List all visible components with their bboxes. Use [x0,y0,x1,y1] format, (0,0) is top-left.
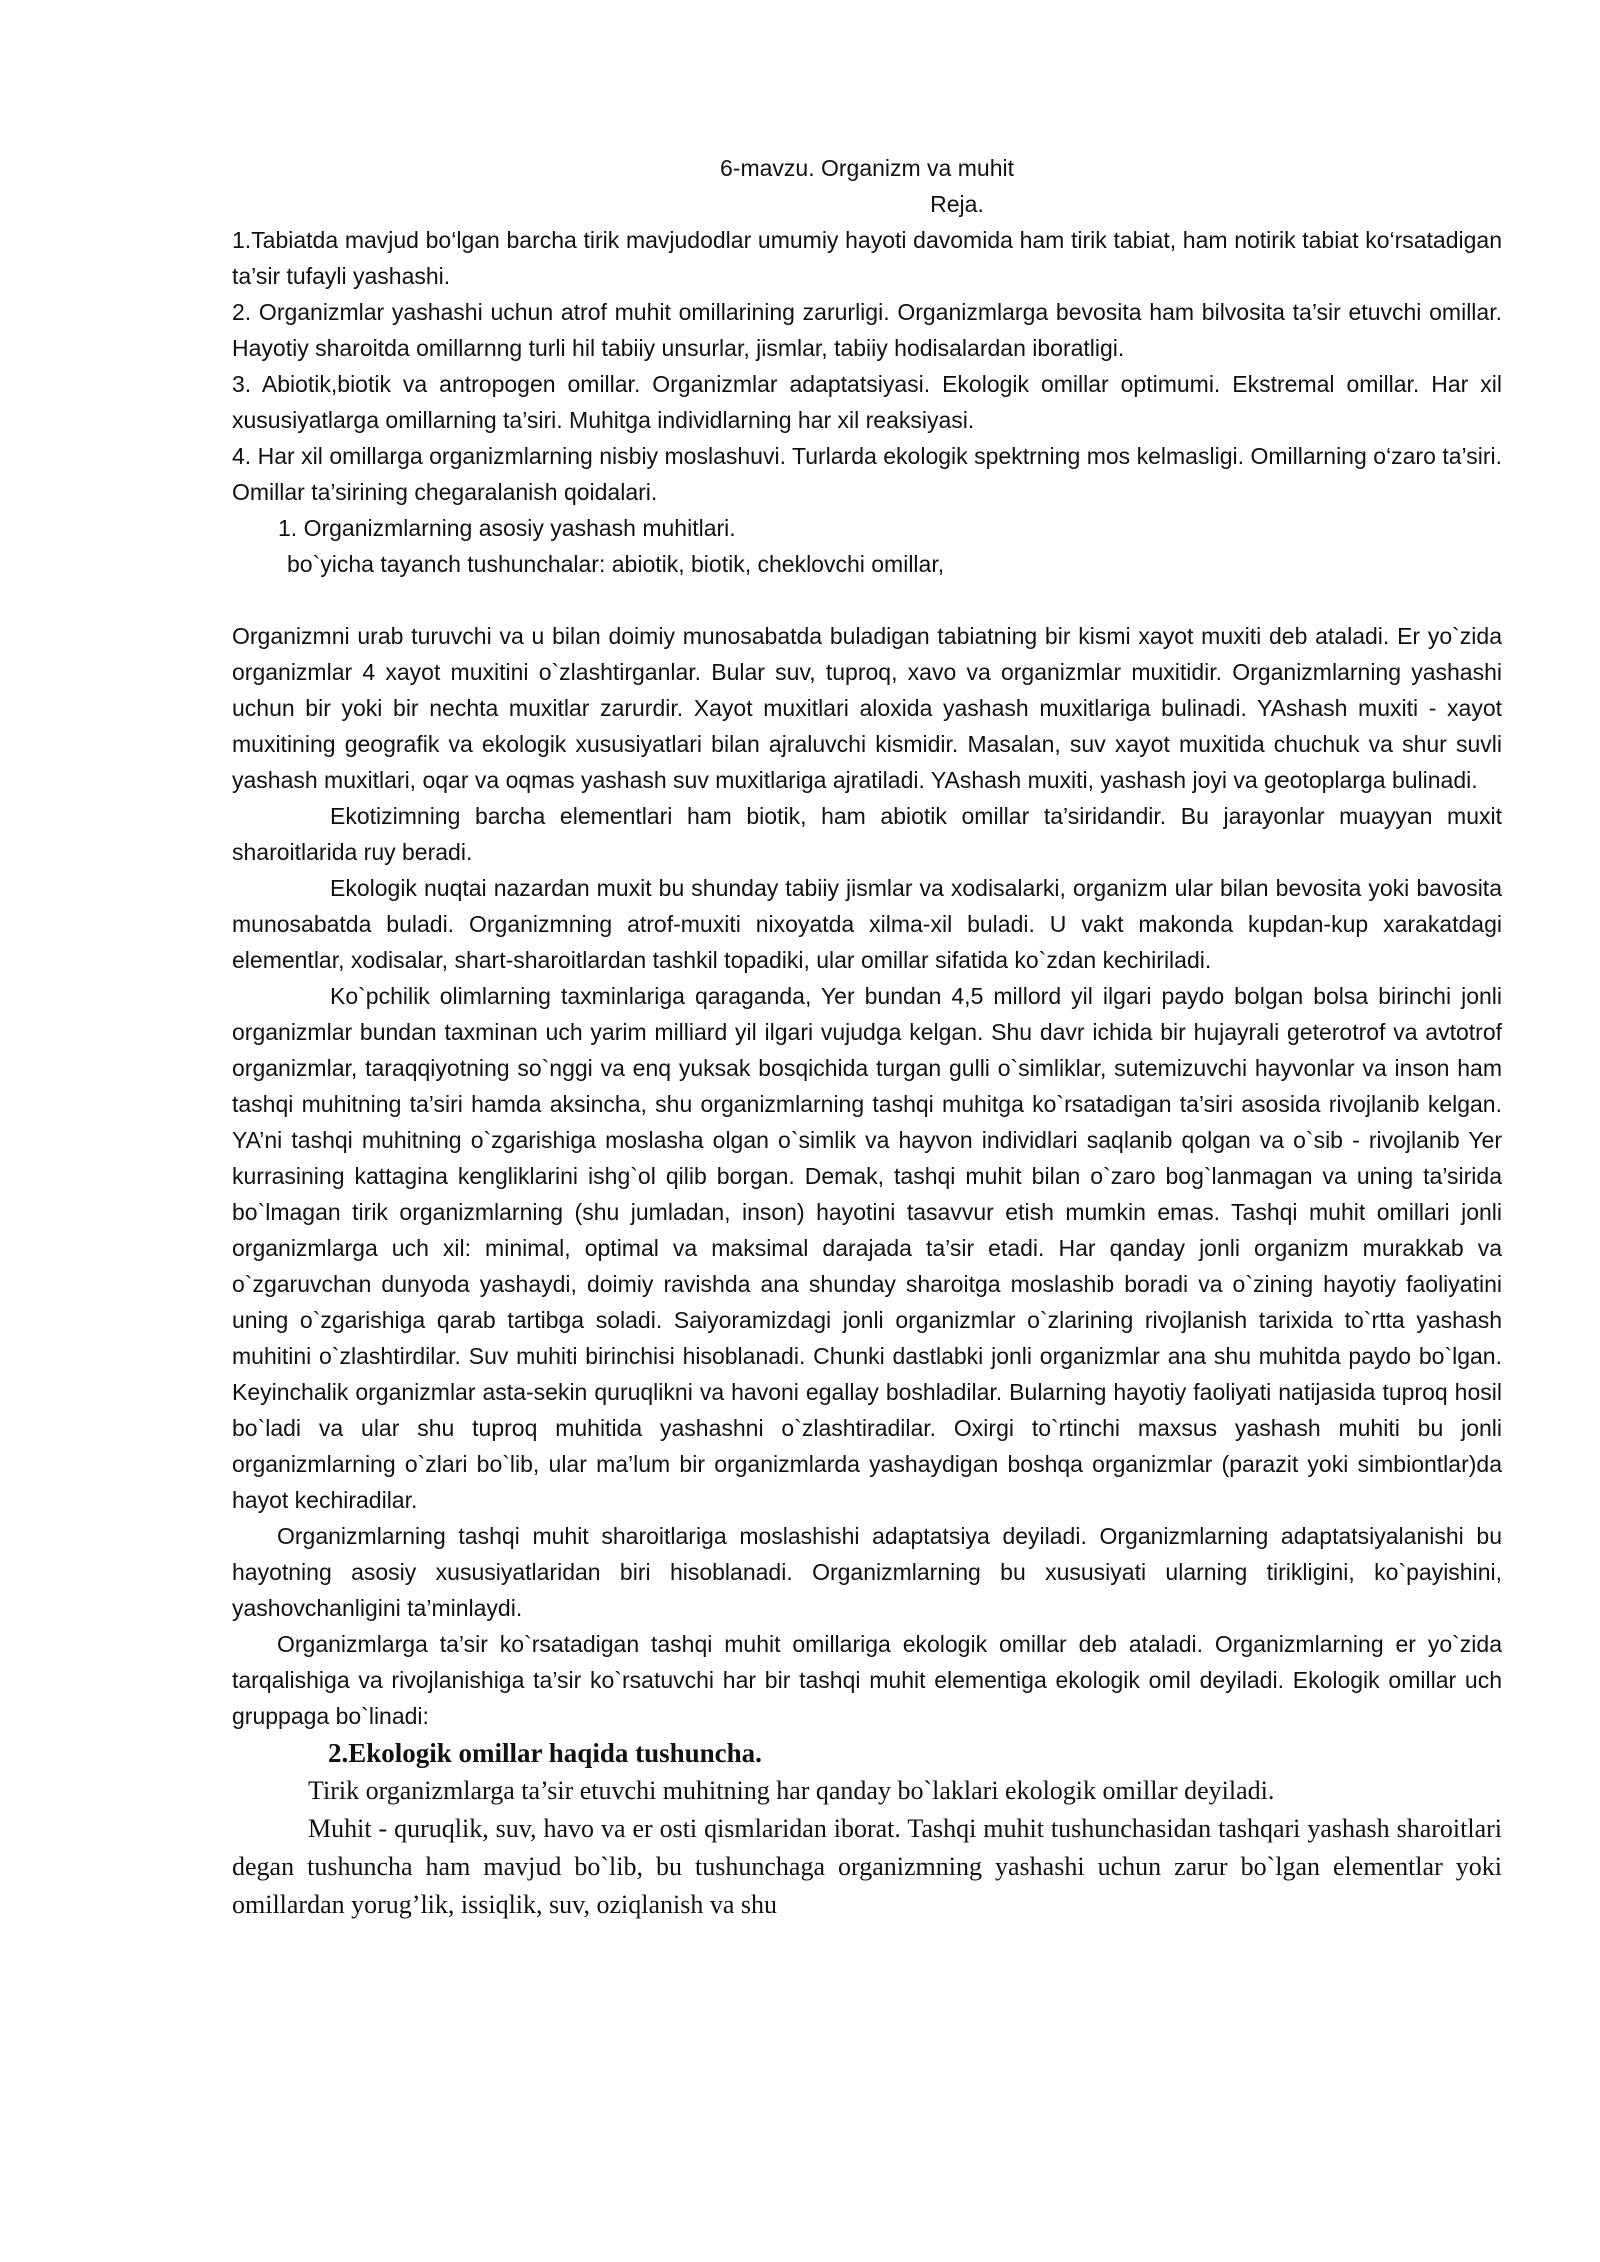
body-paragraph: Organizmlarning tashqi muhit sharoitlariga moslashishi adaptatsiya deyiladi. Organizmlarning adaptatsiyalanishi bu hayotning asosiy xususiyatlaridan biri hisoblanadi. Organizmlarning bu xususiyati ularning tirikligini, ko`payishini, yashovchanligini ta’minlaydi. [232,1523,1502,1621]
section2-paragraph: Tirik organizmlarga ta’sir etuvchi muhitning har qanday bo`laklari ekologik omillar deyiladi. [308,1776,1275,1805]
body-paragraph: Organizmlarga ta’sir ko`rsatadigan tashqi muhit omillariga ekologik omillar deb ataladi. Organizmlarning er yo`zida tarqalishiga va rivojlanishiga ta’sir ko`rsatuvchi har bir tashqi muhit elementiga ekologik omil deyiladi. Ekologik omillar uch gruppaga bo`linadi: [232,1631,1502,1729]
body-paragraph: Ekotizimning barcha elementlari ham biotik, ham abiotik omillar ta’siridandir. Bu jarayonlar muayyan muxit sharoitlarida ruy beradi. [232,803,1502,865]
plan-heading: Reja. [930,191,984,217]
plan-item: 3. Abiotik,biotik va antropogen omillar. Organizmlar adaptatsiyasi. Ekologik omillar optimumi. Ekstremal omillar. Har xil xususiyatlarga omillarning ta’siri. Muhitga individlarning har xil reaksiyasi. [232,371,1502,433]
plan-item: 4. Har xil omillarga organizmlarning nisbiy moslashuvi. Turlarda ekologik spektrning mos kelmasligi. Omillarning o‘zaro ta’siri. Omillar ta’sirining chegaralanish qoidalari. [232,443,1502,505]
section2-paragraph: Muhit - quruqlik, suv, havo va er osti qismlaridan iborat. Tashqi muhit tushunchasidan tashqari yashash sharoitlari degan tushuncha ham mavjud bo`lib, bu tushunchaga organizmning yashashi uchun zarur bo`lgan elementlar yoki omillardan yorug’lik, issiqlik, suv, oziqlanish va shu [232,1814,1502,1919]
plan-item: 2. Organizmlar yashashi uchun atrof muhit omillarining zarurligi. Organizmlarga bevosita ham bilvosita ta’sir etuvchi omillar. Hayotiy sharoitda omillarnng turli hil tabiiy unsurlar, jismlar, tabiiy hodisalardan iboratligi. [232,299,1502,361]
keywords-line: bo`yicha tayanch tushunchalar: abiotik, biotik, cheklovchi omillar, [287,551,945,577]
body-paragraph: Organizmni urab turuvchi va u bilan doimiy munosabatda buladigan tabiatning bir kismi xayot muxiti deb ataladi. Er yo`zida organizmlar 4 xayot muxitini o`zlashtirganlar. Bular suv, tuproq, xavo va organizmlar muxitidir. Organizmlarning yashashi uchun bir yoki bir nechta muxitlar zarurdir. Xayot muxitlari aloxida yashash muxitlariga bulinadi. YAshash muxiti - xayot muxitining geografik va ekologik xususiyatlari bilan ajraluvchi kismidir. Masalan, suv xayot muxitida chuchuk va shur suvli yashash muxitlari, oqar va oqmas yashash suv muxitlariga ajratiladi. YAshash muxiti, yashash joyi va geotoplarga bulinadi. [232,623,1502,793]
spacer [232,582,1502,618]
section1-title: 1. Organizmlarning asosiy yashash muhitlari. [278,515,736,541]
document-title: 6-mavzu. Organizm va muhit [720,155,1014,181]
body-paragraph: Ko`pchilik olimlarning taxminlariga qaraganda, Yer bundan 4,5 millord yil ilgari paydo bolgan bolsa birinchi jonli organizmlar bundan taxminan uch yarim milliard yil ilgari vujudga kelgan. Shu davr ichida bir hujayrali geterotrof va avtotrof organizmlar, taraqqiyotning so`nggi va enq yuksak bosqichida turgan gulli o`simliklar, sutemizuvchi hayvonlar va inson ham tashqi muhitning ta’siri hamda aksincha, shu organizmlarning tashqi muhitga ko`rsatadigan ta’siri asosida rivojlanib kelgan. YA’ni tashqi muhitning o`zgarishiga moslasha olgan o`simlik va hayvon individlari saqlanib qolgan va o`sib - rivojlanib Yer kurrasining kattagina kengliklarini ishg`ol qilib borgan. Demak, tashqi muhit bilan o`zaro bog`lanmagan va uning ta’sirida bo`lmagan tirik organizmlarning (shu jumladan, inson) hayotini tasavvur etish mumkin emas. Tashqi muhit omillari jonli organizmlarga uch xil: minimal, optimal va maksimal darajada ta’sir etadi. Har qanday jonli organizm murakkab va o`zgaruvchan dunyoda yashaydi, doimiy ravishda ana shunday sharoitga moslashib boradi va o`zining hayotiy faoliyatini uning o`zgarishiga qarab tartibga soladi. Saiyoramizdagi jonli organizmlar o`zlarining rivojlanish tarixida to`rtta yashash muhitini o`zlashtirdilar. Suv muhiti birinchisi hisoblanadi. Chunki dastlabki jonli organizmlar ana shu muhitda paydo bo`lgan. Keyinchalik organizmlar asta-sekin quruqlikni va havoni egallay boshladilar. Bularning hayotiy faoliyati natijasida tuproq hosil bo`ladi va ular shu tuproq muhitida yashashni o`zlashtiradilar. Oxirgi to`rtinchi maxsus yashash muhiti bu jonli organizmlarning o`zlari bo`lib, ular ma’lum bir organizmlarda yashaydigan boshqa organizmlar (parazit yoki simbiontlar)da hayot kechiradilar. [232,983,1502,1513]
document-page [232,150,1502,1924]
body-paragraph: Ekologik nuqtai nazardan muxit bu shunday tabiiy jismlar va xodisalarki, organizm ular bilan bevosita yoki bavosita munosabatda buladi. Organizmning atrof-muxiti nixoyatda xilma-xil buladi. U vakt makonda kupdan-kup xarakatdagi elementlar, xodisalar, shart-sharoitlardan tashkil topadiki, ular omillar sifatida ko`zdan kechiriladi. [232,875,1502,973]
section2-title: 2.Ekologik omillar haqida tushuncha. [328,1738,762,1768]
plan-item: 1.Tabiatda mavjud bo‘lgan barcha tirik mavjudodlar umumiy hayoti davomida ham tirik tabiat, ham notirik tabiat ko‘rsatadigan ta’sir tufayli yashashi. [232,227,1502,289]
